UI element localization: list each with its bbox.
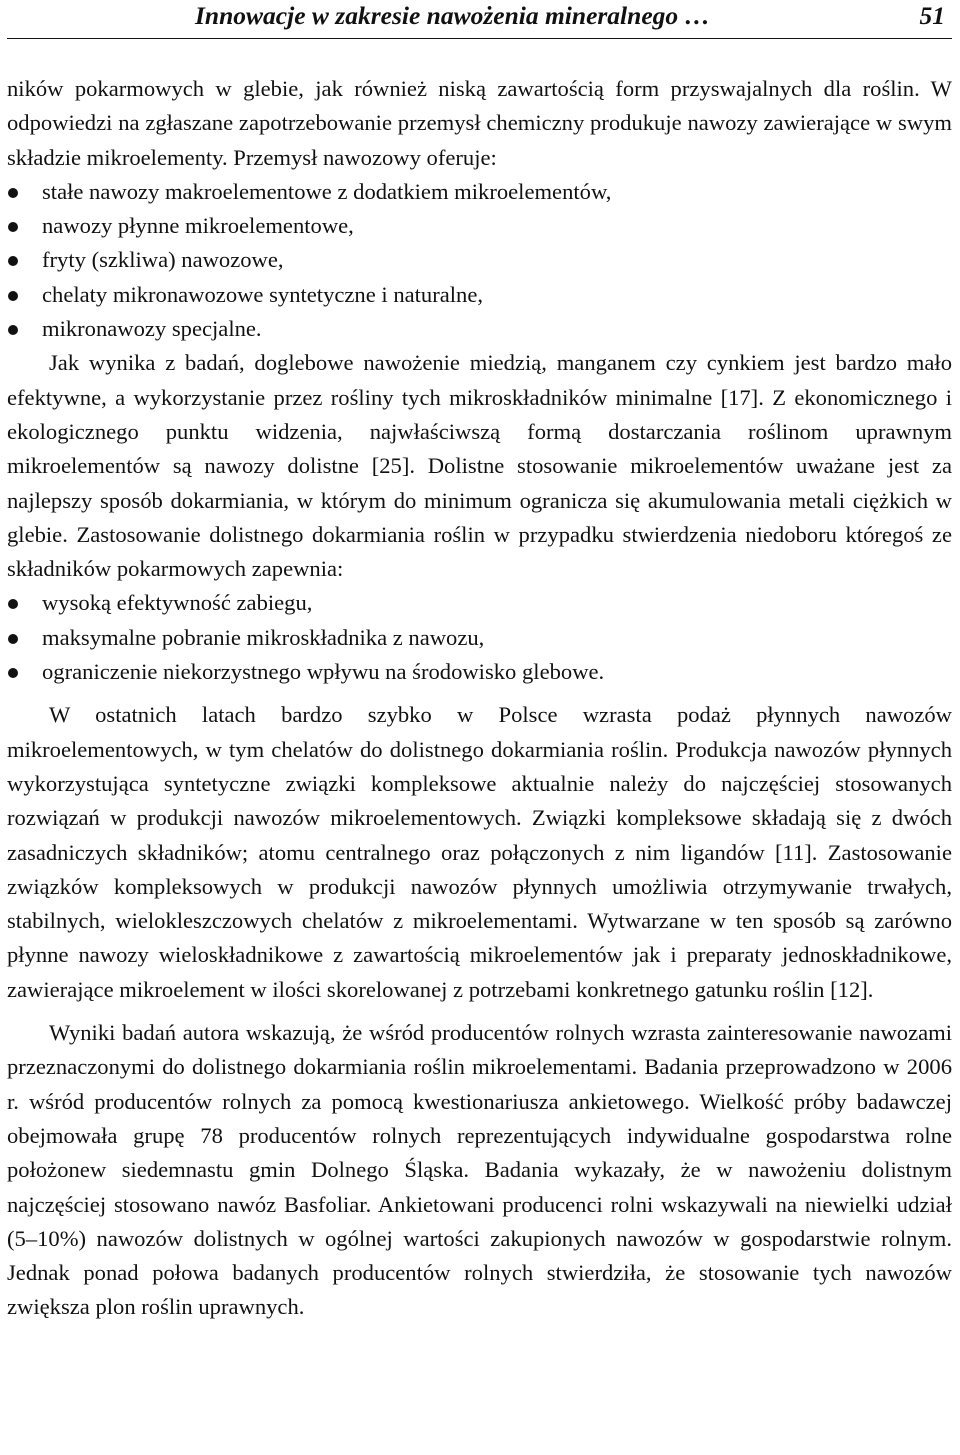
bullet-list-1 <box>7 175 952 346</box>
list-item: mikronawozy specjalne. <box>7 312 952 346</box>
paragraph-2: Jak wynika z badań, doglebowe nawożenie miedzią, manganem czy cynkiem jest bardzo mało efektywne, a wykorzystanie przez rośliny tych mikroskładników minimalne [17]. Z ekonomicznego i ekologicznego punktu widzenia, najwłaściwszą formą dostarczania roślinom uprawnym mikroelementów są nawozy dolistne [25]. Dolistne stosowanie mikroelementów uważane jest za najlepszy sposób dokarmiania, w którym do minimum ogranicza się akumulowania metali ciężkich w glebie. Zastosowanie dolistnego dokarmiania roślin w przypadku stwierdzenia niedoboru któregoś ze składników pokarmowych zapewnia: <box>7 350 952 582</box>
list-item: wysoką efektywność zabiegu, <box>7 586 952 620</box>
list-item: stałe nawozy makroelementowe z dodatkiem mikroelementów, <box>7 175 952 209</box>
running-title: Innowacje w zakresie nawożenia mineralnego … <box>195 1 711 30</box>
body-text <box>7 72 952 1325</box>
running-header <box>7 0 952 31</box>
bullet-list-2 <box>7 586 952 689</box>
spacer <box>7 1007 952 1016</box>
paragraph-1: ników pokarmowych w glebie, jak również niską zawartością form przyswajalnych dla roślin. W odpowiedzi na zgłaszane zapotrzebowanie przemysł chemiczny produkuje nawozy zawierające w swym składzie mikroelementy. Przemysł nawozowy oferuje: <box>7 76 952 170</box>
list-item: fryty (szkliwa) nawozowe, <box>7 243 952 277</box>
list-item: ograniczenie niekorzystnego wpływu na środowisko glebowe. <box>7 655 952 689</box>
spacer <box>7 689 952 698</box>
list-item: nawozy płynne mikroelementowe, <box>7 209 952 243</box>
paragraph-4: Wyniki badań autora wskazują, że wśród producentów rolnych wzrasta zainteresowanie nawozami przeznaczonymi do dolistnego dokarmiania roślin mikroelementami. Badania przeprowadzono w 2006 r. wśród producentów rolnych za pomocą kwestionariusza ankietowego. Wielkość próby badawczej obejmowała grupę 78 producentów rolnych reprezentujących indywidualne gospodarstwa rolne położonew siedemnastu gmin Dolnego Śląska. Badania wykazały, że w nawożeniu dolistnym najczęściej stosowano nawóz Basfoliar. Ankietowani producenci rolni wskazywali na niewielki udział (5–10%) nawozów dolistnych w ogólnej wartości zakupionych nawozów w gospodarstwie rolnym. Jednak ponad połowa badanych producentów rolnych stwierdziła, że stosowanie tych nawozów zwiększa plon roślin uprawnych. <box>7 1020 952 1320</box>
paragraph-3: W ostatnich latach bardzo szybko w Polsce wzrasta podaż płynnych nawozów mikroelementowych, w tym chelatów do dolistnego dokarmiania roślin. Produkcja nawozów płynnych wykorzystująca syntetyczne związki kompleksowe aktualnie należy do najczęściej stosowanych rozwiązań w produkcji nawozów mikroelementowych. Związki kompleksowe składają się z dwóch zasadniczych składników; atomu centralnego oraz połączonych z nim ligandów [11]. Zastosowanie związków kompleksowych w produkcji nawozów płynnych umożliwia otrzymywanie trwałych, stabilnych, wielokleszczowych chelatów z mikroelementami. Wytwarzane w ten sposób są zarówno płynne nawozy wieloskładnikowe z zawartością mikroelementów jak i preparaty jednoskładnikowe, zawierające mikroelement w ilości skorelowanej z potrzebami konkretnego gatunku roślin [12]. <box>7 702 952 1002</box>
page-number: 51 <box>919 1 945 30</box>
list-item: chelaty mikronawozowe syntetyczne i naturalne, <box>7 278 952 312</box>
list-item: maksymalne pobranie mikroskładnika z nawozu, <box>7 621 952 655</box>
header-rule <box>7 38 952 39</box>
